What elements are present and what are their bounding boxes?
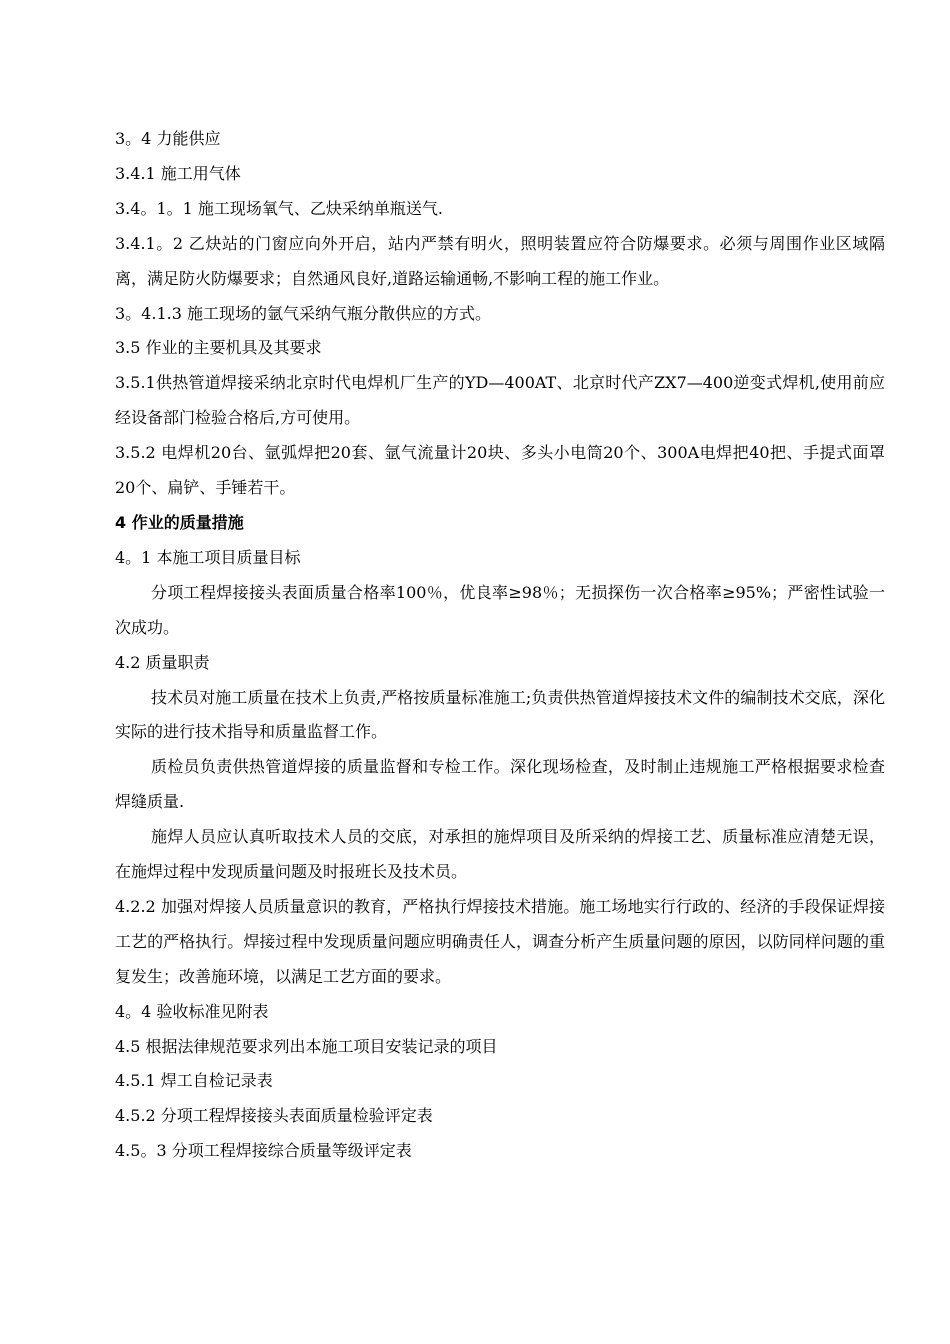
paragraph-3-4-1-3: 3。4.1.3 施工现场的氩气采纳气瓶分散供应的方式。 xyxy=(115,303,491,323)
list-item-4-5-3: 4.5。3 分项工程焊接综合质量等级评定表 xyxy=(115,1141,412,1161)
section-heading-4-1: 4。1 本施工项目质量目标 xyxy=(115,547,301,567)
paragraph-3-4-1-2: 3.4.1。2 乙炔站的门窗应向外开启，站内严禁有明火，照明装置应符合防爆要求。必须与周围作业区域隔离，满足防火防爆要求；自然通风良好,道路运输通畅,不影响工程的施工作业。 xyxy=(115,233,885,288)
paragraph-4-2-2: 4.2.2 加强对焊接人员质量意识的教育，严格执行焊接技术措施。施工场地实行行政的、经济的手段保证焊接工艺的严格执行。焊接过程中发现质量问题应明确责任人，调查分析产生质量问题的原因，以防同样问题的重复发生；改善施环境，以满足工艺方面的要求。 xyxy=(115,896,885,986)
list-item-4-5-2: 4.5.2 分项工程焊接接头表面质量检验评定表 xyxy=(115,1106,433,1126)
paragraph-3-4-1-1: 3.4。1。1 施工现场氧气、乙炔采纳单瓶送气. xyxy=(115,198,443,218)
paragraph-inspector-duty: 质检员负责供热管道焊接的质量监督和专检工作。深化现场检查，及时制止违规施工严格根据要求检查焊缝质量. xyxy=(115,757,885,812)
paragraph-3-5-2: 3.5.2 电焊机20台、氩弧焊把20套、氩气流量计20块、多头小电筒20个、300A电焊把40把、手提式面罩20个、扁铲、手锤若干。 xyxy=(115,443,885,498)
document-page xyxy=(115,122,885,1169)
section-heading-4-4: 4。4 验收标准见附表 xyxy=(115,1001,269,1021)
section-heading-4-2: 4.2 质量职责 xyxy=(115,652,210,672)
section-heading-3-4: 3。4 力能供应 xyxy=(115,129,221,148)
section-heading-4-5: 4.5 根据法律规范要求列出本施工项目安装记录的项目 xyxy=(115,1036,498,1056)
section-heading-3-4-1: 3.4.1 施工用气体 xyxy=(115,163,241,183)
paragraph-technician-duty: 技术员对施工质量在技术上负责,严格按质量标准施工;负责供热管道焊接技术文件的编制技术交底，深化实际的进行技术指导和质量监督工作。 xyxy=(115,687,885,742)
section-heading-3-5: 3.5 作业的主要机具及其要求 xyxy=(115,338,322,358)
list-item-4-5-1: 4.5.1 焊工自检记录表 xyxy=(115,1071,273,1091)
paragraph-quality-target: 分项工程焊接接头表面质量合格率100％，优良率≥98％；无损探伤一次合格率≥95%；严密性试验一次成功。 xyxy=(115,582,885,637)
paragraph-3-5-1: 3.5.1供热管道焊接采纳北京时代电焊机厂生产的YD—400AT、北京时代产ZX7—400逆变式焊机,使用前应经设备部门检验合格后,方可使用。 xyxy=(115,373,885,428)
chapter-heading-4: 4 作业的质量措施 xyxy=(115,512,244,532)
paragraph-welder-duty: 施焊人员应认真听取技术人员的交底，对承担的施焊项目及所采纳的焊接工艺、质量标准应清楚无误，在施焊过程中发现质量问题及时报班长及技术员。 xyxy=(115,827,885,882)
